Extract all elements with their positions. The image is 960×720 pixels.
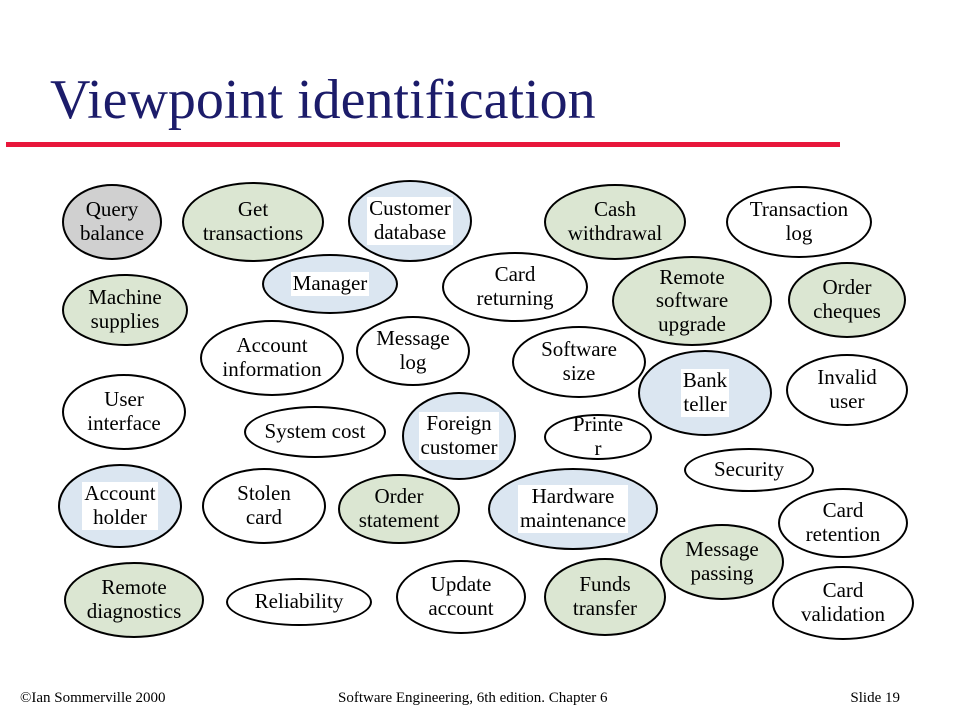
footer-slide-number: Slide 19: [850, 690, 900, 706]
viewpoint-get-transactions: Get transactions: [182, 182, 324, 262]
viewpoint-update-account: Update account: [396, 560, 526, 634]
viewpoint-printer: Printe r: [544, 414, 652, 460]
viewpoint-reliability: Reliability: [226, 578, 372, 626]
viewpoint-invalid-user: Invalid user: [786, 354, 908, 426]
viewpoint-foreign-customer: Foreign customer: [402, 392, 516, 480]
viewpoint-remote-diagnostics: Remote diagnostics: [64, 562, 204, 638]
viewpoint-hardware-maintenance: Hardware maintenance: [488, 468, 658, 550]
viewpoint-system-cost: System cost: [244, 406, 386, 458]
viewpoint-message-log: Message log: [356, 316, 470, 386]
viewpoint-query-balance: Query balance: [62, 184, 162, 260]
viewpoint-card-validation: Card validation: [772, 566, 914, 640]
viewpoint-cash-withdrawal: Cash withdrawal: [544, 184, 686, 260]
viewpoint-transaction-log: Transaction log: [726, 186, 872, 258]
viewpoint-remote-software-upgrade: Remote software upgrade: [612, 256, 772, 346]
viewpoint-account-information: Account information: [200, 320, 344, 396]
viewpoint-card-returning: Card returning: [442, 252, 588, 322]
viewpoint-account-holder: Account holder: [58, 464, 182, 548]
viewpoint-machine-supplies: Machine supplies: [62, 274, 188, 346]
viewpoint-bank-teller: Bank teller: [638, 350, 772, 436]
viewpoint-software-size: Software size: [512, 326, 646, 398]
viewpoint-security: Security: [684, 448, 814, 492]
viewpoint-order-cheques: Order cheques: [788, 262, 906, 338]
viewpoint-manager: Manager: [262, 254, 398, 314]
viewpoint-customer-database: Customer database: [348, 180, 472, 262]
footer-copyright: ©Ian Sommerville 2000: [20, 690, 166, 706]
viewpoint-card-retention: Card retention: [778, 488, 908, 558]
viewpoint-message-passing: Message passing: [660, 524, 784, 600]
footer-book: Software Engineering, 6th edition. Chapter 6: [338, 690, 608, 706]
slide-title: Viewpoint identification: [50, 69, 596, 131]
title-underline: [6, 142, 840, 147]
viewpoint-stolen-card: Stolen card: [202, 468, 326, 544]
viewpoint-user-interface: User interface: [62, 374, 186, 450]
viewpoint-order-statement: Order statement: [338, 474, 460, 544]
viewpoint-funds-transfer: Funds transfer: [544, 558, 666, 636]
